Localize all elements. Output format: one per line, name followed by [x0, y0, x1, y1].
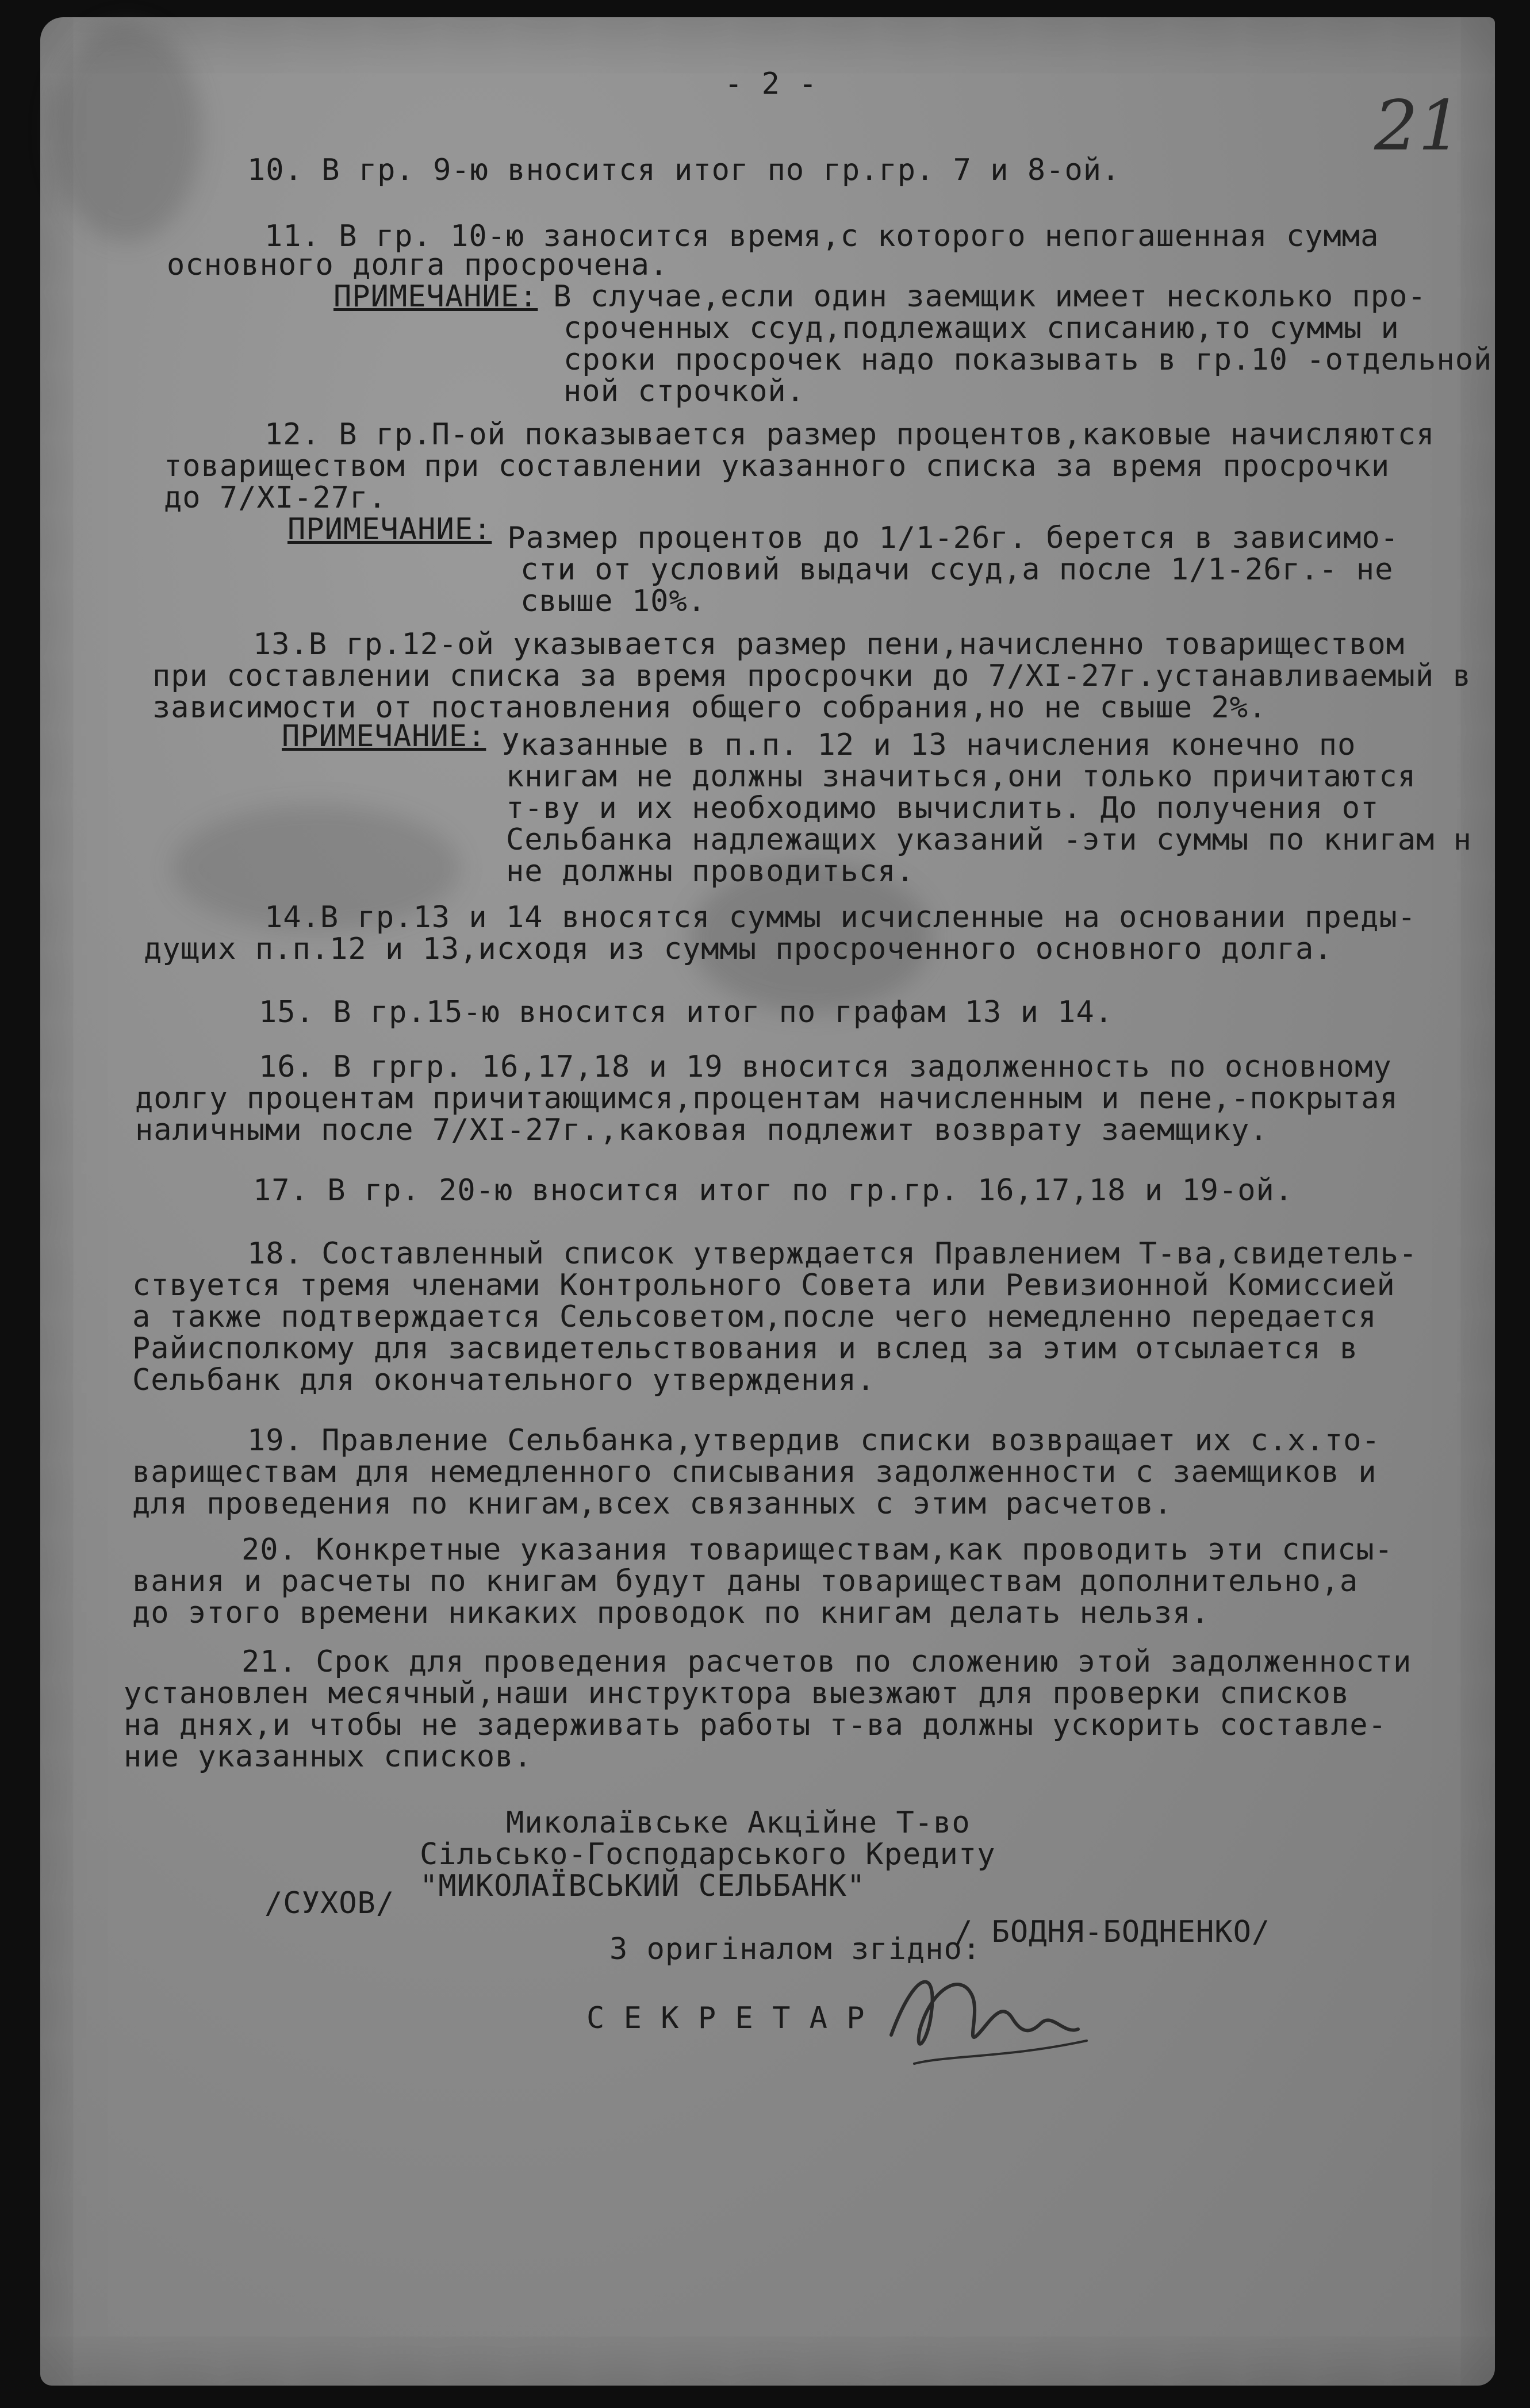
- item-14-line: 14.В гр.13 и 14 вносятся суммы исчисленные на основании преды-: [264, 900, 1417, 935]
- secretary-title: С Е К Р Е Т А Р: [586, 2001, 865, 2036]
- note-line: не должны проводиться.: [506, 854, 915, 889]
- item-18-line: Райисполкому для засвидетельствования и вслед за этим отсылается в: [132, 1331, 1359, 1366]
- item-12-line: 12. В гр.П-ой показывается размер процентов,каковые начисляются: [264, 417, 1435, 452]
- left-signatory: /СУХОВ/: [264, 1886, 395, 1921]
- item-11-line: основного долга просрочена.: [167, 248, 669, 282]
- item-12-line: до 7/XI-27г.: [164, 481, 387, 515]
- item-19-line: 19. Правление Сельбанка,утвердив списки возвращает их с.х.то-: [247, 1423, 1381, 1458]
- item-19-line: для проведения по книгам,всех связанных с этим расчетов.: [132, 1487, 1173, 1521]
- item-21-line: установлен месячный,наши инструктора выезжают для проверки списков: [124, 1676, 1350, 1711]
- page-number: - 2 -: [724, 67, 818, 101]
- item-18-line: ствуется тремя членами Контрольного Совета или Ревизионной Комиссией: [132, 1268, 1395, 1303]
- note-line: Размер процентов до 1/1-26г. берется в зависимо-: [489, 521, 1399, 555]
- right-signatory: / БОДНЯ-БОДНЕНКО/: [954, 1915, 1271, 1949]
- note-line: Указанные в п.п. 12 и 13 начисления конечно по: [483, 728, 1356, 762]
- item-18-line: 18. Составленный список утверждается Правлением Т-ва,свидетель-: [247, 1236, 1418, 1271]
- note-label: ПРИМЕЧАНИЕ:: [282, 719, 486, 754]
- item-16-line: долгу процентам причитающимся,процентам начисленным и пене,-покрытая: [135, 1081, 1398, 1116]
- note-line: сроченных ссуд,подлежащих списанию,то суммы и: [563, 311, 1399, 345]
- item-20-line: до этого времени никаких проводок по книгам делать нельзя.: [132, 1596, 1210, 1630]
- item-20-line: вания и расчеты по книгам будут даны товариществам дополнительно,а: [132, 1564, 1359, 1599]
- item-14-line: дущих п.п.12 и 13,исходя из суммы просроченного основного долга.: [144, 932, 1333, 966]
- water-stain: [52, 23, 201, 241]
- item-10: 10. В гр. 9-ю вносится итог по гр.гр. 7 и 8-ой.: [247, 153, 1121, 187]
- item-16-line: наличными после 7/XI-27г.,каковая подлежит возврату заемщику.: [135, 1113, 1268, 1147]
- item-11-line: 11. В гр. 10-ю заносится время,с которого непогашенная сумма: [264, 219, 1379, 254]
- note-line: В случае,если один заемщик имеет несколько про-: [535, 279, 1427, 314]
- item-13-line: 13.В гр.12-ой указывается размер пени,начисленно товариществом: [253, 627, 1405, 662]
- handwritten-signature: [880, 1949, 1110, 2081]
- item-15: 15. В гр.15-ю вносится итог по графам 13 и 14.: [259, 995, 1114, 1030]
- item-21-line: 21. Срок для проведения расчетов по сложению этой задолженности: [241, 1645, 1412, 1679]
- note-line: ной строчкой.: [563, 374, 805, 409]
- item-21-line: ние указанных списков.: [124, 1739, 532, 1774]
- item-18-line: Сельбанк для окончательного утверждения.: [132, 1363, 876, 1397]
- organization-name: Миколаївське Акційне Т-во: [506, 1806, 971, 1840]
- item-21-line: на днях,и чтобы не задерживать работы т-ва должны ускорить составле-: [124, 1708, 1387, 1742]
- note-line: сти от условий выдачи ссуд,а после 1/1-26г.- не: [520, 552, 1394, 587]
- note-label: ПРИМЕЧАНИЕ:: [333, 279, 538, 314]
- organization-name: "МИКОЛАЇВСЬКИЙ СЕЛЬБАНК": [420, 1869, 866, 1903]
- note-line: т-ву и их необходимо вычислить. До получения от: [506, 791, 1379, 825]
- note-line: свыше 10%.: [520, 584, 707, 619]
- item-16-line: 16. В гргр. 16,17,18 и 19 вносится задолженность по основному: [259, 1050, 1392, 1084]
- note-line: Сельбанка надлежащих указаний -эти суммы по книгам н: [506, 823, 1472, 857]
- note-line: сроки просрочек надо показывать в гр.10 -отдельной: [563, 343, 1493, 377]
- item-17: 17. В гр. 20-ю вносится итог по гр.гр. 16,17,18 и 19-ой.: [253, 1173, 1294, 1208]
- certified-note: З оригіналом згідно:: [609, 1932, 981, 1967]
- item-12-line: товариществом при составлении указанного списка за время просрочки: [164, 449, 1390, 483]
- item-19-line: вариществам для немедленного списывания задолженности с заемщиков и: [132, 1455, 1377, 1489]
- item-13-line: при составлении списка за время просрочки до 7/XI-27г.устанавливаемый в: [152, 659, 1471, 693]
- organization-name: Сільсько-Господарського Кредиту: [420, 1837, 996, 1872]
- item-20-line: 20. Конкретные указания товариществам,как проводить эти списы-: [241, 1533, 1394, 1567]
- note-line: книгам не должны значиться,они только причитаются: [506, 759, 1417, 794]
- item-13-line: зависимости от постановления общего собрания,но не свыше 2%.: [152, 690, 1267, 725]
- item-18-line: а также подтверждается Сельсоветом,после чего немедленно передается: [132, 1300, 1377, 1334]
- note-label: ПРИМЕЧАНИЕ:: [287, 512, 492, 547]
- handwritten-folio: 21: [1374, 86, 1462, 166]
